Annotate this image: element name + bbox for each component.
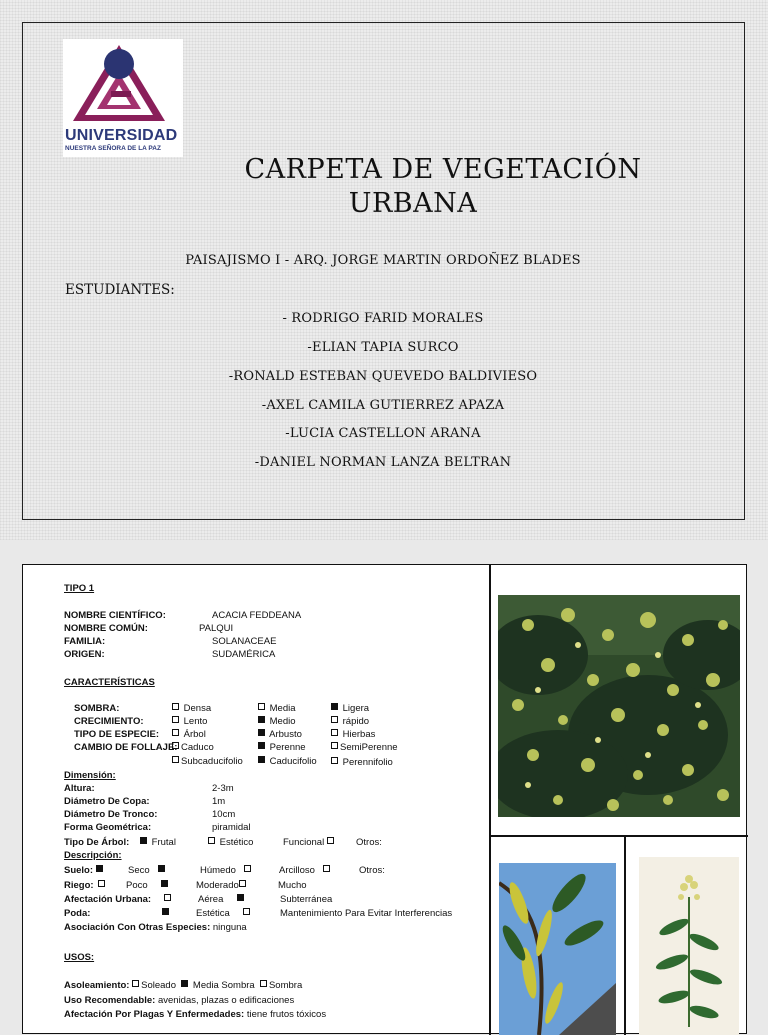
option-label: Densa [183, 703, 212, 714]
checkbox-option[interactable] [128, 864, 167, 877]
soil-label: Suelo: [64, 865, 94, 876]
type-title: TIPO 1 [64, 583, 95, 594]
characteristic-label: TIPO DE ESPECIE: [74, 729, 159, 740]
option-label: rápido [342, 716, 370, 727]
option-label: Mantenimiento Para Evitar Interferencias [280, 908, 453, 919]
field-value: SUDAMÉRICA [212, 649, 276, 660]
checkbox-icon [172, 742, 179, 749]
field-label: NOMBRE CIENTÍFICO: [64, 610, 166, 621]
checkbox-option[interactable] [172, 755, 243, 768]
option-label: Arcilloso [279, 865, 315, 876]
option-label: Caducifolio [269, 756, 317, 767]
checkbox-option[interactable] [196, 907, 252, 920]
dimension-label: Diámetro De Tronco: [64, 809, 158, 820]
checkbox-icon [244, 865, 251, 872]
checkbox-icon [239, 880, 246, 887]
irrigation-label: Riego: [64, 880, 94, 891]
other-option: Otros: [359, 865, 385, 876]
checkbox-option[interactable] [172, 741, 214, 754]
field-value: PALQUI [199, 623, 234, 634]
checkbox-option[interactable] [172, 715, 207, 728]
dimension-value: 1m [212, 796, 226, 807]
course-subtitle: PAISAJISMO I - ARQ. JORGE MARTIN ORDOÑEZ BLADES [185, 253, 581, 268]
pests-row [64, 1008, 326, 1021]
option-label: Lento [183, 716, 208, 727]
checkbox-option[interactable] [198, 893, 246, 906]
checkbox-option[interactable] [96, 864, 105, 877]
dimension-value: 10cm [212, 809, 236, 820]
option-label: Húmedo [200, 865, 236, 876]
student-name: -RONALD ESTEBAN QUEVEDO BALDIVIESO [228, 369, 538, 384]
checkbox-icon[interactable] [260, 980, 267, 987]
pests-label: Afectación Por Plagas Y Enfermedades: [64, 1009, 245, 1020]
checkbox-checked-icon [258, 729, 265, 736]
checkbox-checked-icon [258, 716, 265, 723]
option-label: Media Sombra [192, 980, 255, 991]
cover-page [22, 22, 745, 520]
recommended-use-value: avenidas, plazas o edificaciones [157, 995, 295, 1006]
checkbox-icon [98, 880, 105, 887]
title-line-2: URBANA [348, 188, 478, 219]
checkbox-checked-icon [258, 742, 265, 749]
student-name: -LUCIA CASTELLON ARANA [285, 426, 481, 441]
checkbox-checked-icon [162, 908, 169, 915]
checkbox-checked-icon [161, 880, 168, 887]
other-option: Otros: [356, 837, 382, 848]
checkbox-option[interactable] [200, 864, 253, 877]
option-label: SemiPerenne [340, 742, 398, 753]
checkbox-icon [172, 703, 179, 710]
option-label: Árbol [183, 729, 206, 740]
association-label: Asociación Con Otras Especies: [64, 922, 211, 933]
option-label: Seco [128, 865, 150, 876]
checkbox-option[interactable] [126, 879, 170, 892]
dimension-label: Diámetro De Copa: [64, 796, 150, 807]
option-label: Soleado [141, 980, 176, 991]
checkbox-option[interactable] [98, 879, 107, 892]
option-label: Perennifolio [342, 757, 393, 768]
characteristic-label: CAMBIO DE FOLLAJE: [74, 742, 178, 753]
students-label: ESTUDIANTES: [65, 282, 175, 298]
association-row [64, 921, 247, 934]
column-divider [489, 565, 491, 1035]
checkbox-checked-icon [140, 837, 147, 844]
checkbox-icon [258, 703, 265, 710]
student-name: - RODRIGO FARID MORALES [282, 311, 484, 326]
branch-photo [499, 863, 616, 1035]
option-label: Media [269, 703, 296, 714]
checkbox-icon [172, 729, 179, 736]
association-value: ninguna [212, 922, 247, 933]
option-label: Estética [196, 908, 230, 919]
checkbox-checked-icon [258, 756, 265, 763]
checkbox-option[interactable] [140, 836, 176, 849]
checkbox-checked-icon [331, 703, 338, 710]
sun-exposure-row [64, 979, 302, 992]
botanical-illustration [639, 857, 739, 1035]
student-name: -AXEL CAMILA GUTIERREZ APAZA [261, 398, 505, 413]
checkbox-icon [243, 908, 250, 915]
option-label: Mucho [278, 880, 307, 891]
option-label: Medio [269, 716, 296, 727]
option-label: Funcional [283, 837, 325, 848]
field-value: ACACIA FEDDEANA [212, 610, 302, 621]
tree-type-label: Tipo De Árbol: [64, 837, 130, 848]
checkbox-icon [172, 756, 179, 763]
checkbox-option[interactable] [172, 702, 211, 715]
logo-subtitle: NUESTRA SEÑORA DE LA PAZ [65, 145, 161, 152]
option-label: Frutal [151, 837, 176, 848]
university-logo [63, 39, 183, 157]
field-label: ORIGEN: [64, 649, 105, 660]
option-label: Estético [219, 837, 254, 848]
checkbox-icon [331, 757, 338, 764]
recommended-use-label: Uso Recomendable: [64, 995, 156, 1006]
checkbox-icon [327, 837, 334, 844]
checkbox-option[interactable] [258, 728, 302, 741]
option-label: Ligera [342, 703, 370, 714]
checkbox-icon [331, 716, 338, 723]
checkbox-icon [164, 894, 171, 901]
checkbox-checked-icon [96, 865, 103, 872]
pests-value: tiene frutos tóxicos [246, 1009, 327, 1020]
dimension-label: Forma Geométrica: [64, 822, 152, 833]
checkbox-option[interactable] [283, 836, 336, 849]
checkbox-checked-icon [158, 865, 165, 872]
checkbox-option[interactable] [331, 728, 375, 741]
characteristics-title: CARACTERÍSTICAS [64, 677, 155, 688]
checkbox-icon [323, 865, 330, 872]
checkbox-option[interactable] [258, 715, 296, 728]
option-label: Subterránea [280, 894, 333, 905]
uses-title: USOS: [64, 952, 95, 963]
checkbox-option[interactable] [258, 741, 306, 754]
urban-impact-label: Afectación Urbana: [64, 894, 152, 905]
checkbox-option[interactable] [172, 728, 206, 741]
option-label: Sombra [268, 980, 303, 991]
field-value: SOLANACEAE [212, 636, 277, 647]
checkbox-option[interactable] [196, 879, 248, 892]
characteristic-label: CRECIMIENTO: [74, 716, 144, 727]
recommended-use-row [64, 994, 294, 1007]
checkbox-option[interactable] [162, 907, 171, 920]
dimension-value: piramidal [212, 822, 251, 833]
university-emblem-icon [63, 39, 183, 129]
pruning-label: Poda: [64, 908, 91, 919]
student-name: -ELIAN TAPIA SURCO [307, 340, 459, 355]
checkbox-checked-icon[interactable] [181, 980, 188, 987]
checkbox-checked-icon [237, 894, 244, 901]
checkbox-icon [208, 837, 215, 844]
option-label: Hierbas [342, 729, 376, 740]
checkbox-icon [172, 716, 179, 723]
checkbox-option[interactable] [164, 893, 173, 906]
option-label: Arbusto [269, 729, 302, 740]
sun-exposure-label: Asoleamiento: [64, 980, 130, 991]
checkbox-option[interactable] [258, 702, 296, 715]
dimension-label: Altura: [64, 783, 95, 794]
photo-divider [624, 835, 626, 1035]
option-label: Caduco [181, 742, 214, 753]
checkbox-option[interactable] [331, 756, 393, 769]
description-title: Descripción: [64, 850, 122, 861]
field-label: FAMILIA: [64, 636, 106, 647]
characteristic-label: SOMBRA: [74, 703, 120, 714]
dimension-value: 2-3m [212, 783, 234, 794]
checkbox-icon[interactable] [132, 980, 139, 987]
title-line-1: CARPETA DE VEGETACIÓN [244, 154, 642, 185]
option-label: Moderado [196, 880, 239, 891]
checkbox-option[interactable] [331, 715, 369, 728]
logo-wordmark: UNIVERSIDAD [65, 127, 178, 144]
checkbox-option[interactable] [331, 741, 398, 754]
checkbox-option[interactable] [258, 755, 317, 768]
species-sheet-page [22, 564, 747, 1034]
option-label: Perenne [269, 742, 306, 753]
student-name: -DANIEL NORMAN LANZA BELTRAN [254, 455, 512, 470]
shrub-photo [498, 595, 740, 817]
dimension-title: Dimensión: [64, 770, 116, 781]
option-label: Poco [126, 880, 148, 891]
option-label: Aérea [198, 894, 224, 905]
checkbox-icon [331, 742, 338, 749]
checkbox-icon [331, 729, 338, 736]
field-label: NOMBRE COMÚN: [64, 623, 148, 634]
option-label: Subcaducifolio [181, 756, 243, 767]
checkbox-option[interactable] [331, 702, 369, 715]
row-divider [489, 835, 748, 837]
checkbox-option[interactable] [279, 864, 332, 877]
document-title [223, 153, 663, 221]
checkbox-option[interactable] [208, 836, 253, 849]
